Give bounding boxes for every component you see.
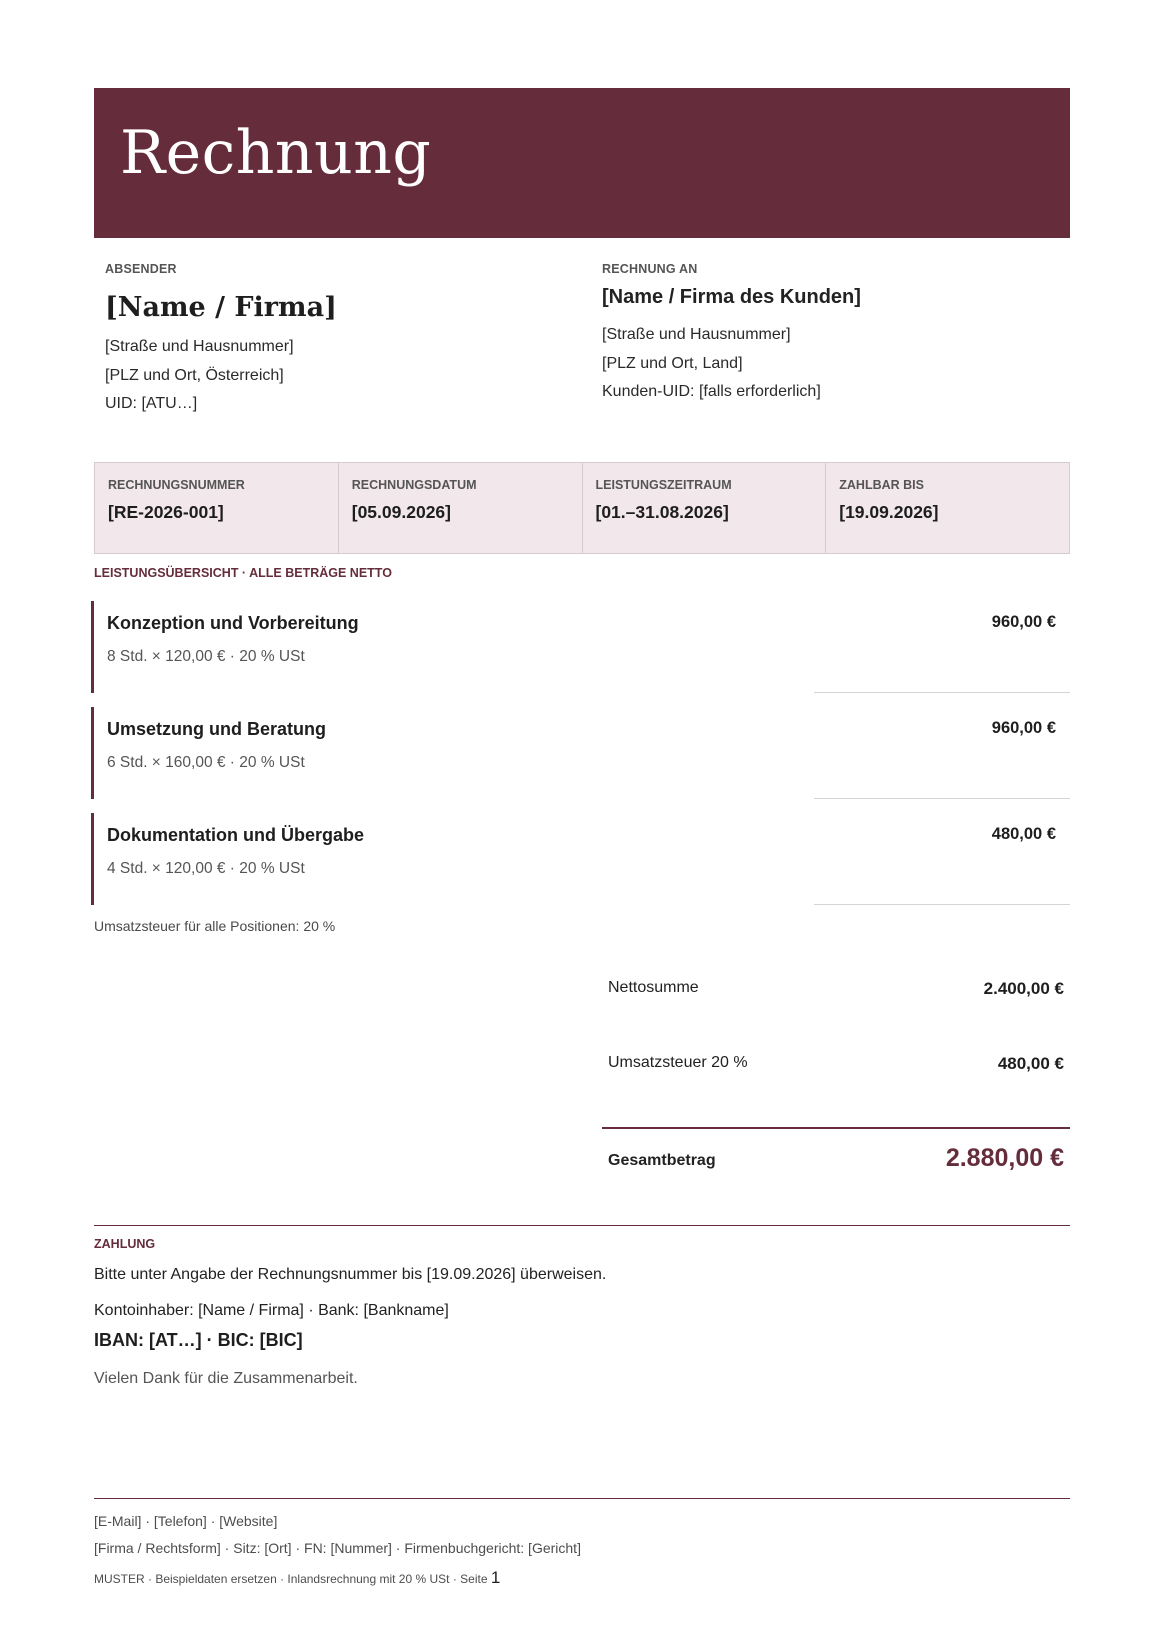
line-item-accent-bar: [91, 813, 94, 905]
line-item-detail: 8 Std. × 120,00 € · 20 % USt: [107, 648, 305, 665]
payment-divider: [94, 1225, 1070, 1226]
meta-label: LEISTUNGSZEITRAUM: [595, 478, 732, 492]
meta-service-period: [583, 463, 827, 553]
recipient-block: [602, 262, 861, 407]
net-total-label: Nettosumme: [608, 979, 699, 996]
net-total-value: 2.400,00 €: [983, 979, 1064, 998]
line-item-divider: [814, 904, 1070, 905]
line-item-detail: 4 Std. × 120,00 € · 20 % USt: [107, 860, 305, 877]
line-item: [91, 813, 1070, 905]
sender-street: [Straße und Hausnummer]: [105, 338, 294, 355]
document-title: Rechnung: [120, 118, 432, 188]
recipient-uid: Kunden-UID: [falls erforderlich]: [602, 383, 821, 400]
items-heading: LEISTUNGSÜBERSICHT · ALLE BETRÄGE NETTO: [94, 566, 392, 580]
meta-due-date: [826, 463, 1069, 553]
meta-value: [05.09.2026]: [351, 502, 451, 522]
line-item-title: Dokumentation und Übergabe: [107, 825, 365, 845]
sender-label: ABSENDER: [105, 262, 177, 276]
line-item-detail: 6 Std. × 160,00 € · 20 % USt: [107, 754, 305, 771]
line-item-amount: 960,00 €: [991, 719, 1056, 737]
line-item-divider: [814, 692, 1070, 693]
tax-total-label: Umsatzsteuer 20 %: [608, 1054, 748, 1071]
tax-total-value: 480,00 €: [997, 1054, 1064, 1073]
thanks-note: Vielen Dank für die Zusammenarbeit.: [94, 1370, 358, 1387]
recipient-city: [PLZ und Ort, Land]: [602, 354, 743, 372]
payment-heading: ZAHLUNG: [94, 1237, 156, 1251]
title-banner: [94, 88, 1070, 238]
account-holder: Kontoinhaber: [Name / Firma] · Bank: [Bankname]: [94, 1302, 449, 1319]
invoice-meta-table: [94, 462, 1070, 554]
grand-total-divider: [602, 1127, 1070, 1129]
footer-company: [Firma / Rechtsform] · Sitz: [Ort] · FN: [Nummer] · Firmenbuchgericht: [Gericht]: [94, 1540, 581, 1556]
footer-note-text: MUSTER · Beispieldaten ersetzen · Inlandsrechnung mit 20 % USt · Seite: [94, 1572, 488, 1586]
meta-value: [RE-2026-001]: [108, 502, 224, 522]
meta-invoice-date: [339, 463, 583, 553]
line-item-amount: 480,00 €: [991, 825, 1056, 843]
bank-details: IBAN: [AT…] · BIC: [BIC]: [94, 1330, 303, 1350]
meta-value: [19.09.2026]: [839, 502, 939, 522]
line-item-amount: 960,00 €: [991, 613, 1056, 631]
footer-divider: [94, 1498, 1070, 1499]
line-item: [91, 707, 1070, 799]
meta-invoice-number: [95, 463, 339, 553]
sender-name: [Name / Firma]: [105, 292, 337, 323]
recipient-name: [Name / Firma des Kunden]: [602, 286, 861, 308]
footer-contact: [E-Mail] · [Telefon] · [Website]: [94, 1513, 278, 1529]
sender-uid: UID: [ATU…]: [105, 395, 198, 412]
grand-total-value: 2.880,00 €: [945, 1144, 1064, 1172]
line-item-title: Umsetzung und Beratung: [107, 719, 326, 739]
recipient-label: RECHNUNG AN: [602, 262, 698, 276]
payment-instruction: Bitte unter Angabe der Rechnungsnummer bis [19.09.2026] überweisen.: [94, 1266, 607, 1283]
line-item-accent-bar: [91, 707, 94, 799]
sender-block: [105, 262, 337, 419]
line-item-divider: [814, 798, 1070, 799]
line-item: [91, 601, 1070, 693]
line-item-title: Konzeption und Vorbereitung: [107, 613, 359, 633]
meta-value: [01.–31.08.2026]: [595, 502, 729, 522]
footer-note: [94, 1568, 500, 1588]
line-item-accent-bar: [91, 601, 94, 693]
meta-label: RECHNUNGSNUMMER: [108, 478, 245, 492]
grand-total-label: Gesamtbetrag: [608, 1152, 716, 1169]
recipient-street: [Straße und Hausnummer]: [602, 326, 791, 343]
meta-label: RECHNUNGSDATUM: [351, 478, 477, 492]
sender-city: [PLZ und Ort, Österreich]: [105, 366, 284, 384]
meta-label: ZAHLBAR BIS: [839, 478, 924, 492]
tax-note: Umsatzsteuer für alle Positionen: 20 %: [94, 918, 336, 934]
page-number: 1: [490, 1568, 501, 1587]
